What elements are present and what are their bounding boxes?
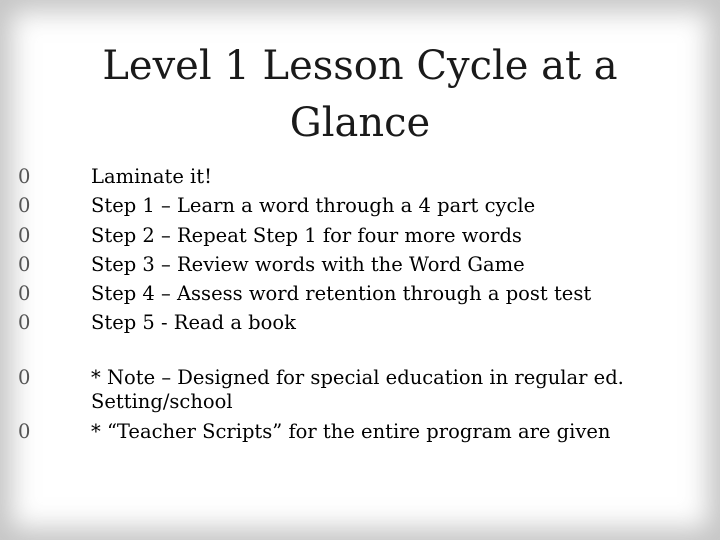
- bullet-text: Step 1 – Learn a word through a 4 part cycle: [91, 194, 536, 218]
- bullet-marker: 0: [18, 366, 31, 389]
- bullet-marker: 0: [18, 311, 31, 335]
- bullet-item: [18, 191, 698, 220]
- bullet-item: [18, 250, 698, 279]
- bullet-text: Step 2 – Repeat Step 1 for four more words: [91, 223, 522, 247]
- bullet-text: Step 3 – Review words with the Word Game: [91, 252, 525, 276]
- bullet-item: [18, 308, 698, 337]
- bullet-marker: 0: [18, 194, 31, 218]
- bullet-item: [18, 221, 698, 250]
- note-item: [18, 420, 698, 444]
- note-text: * Note – Designed for special education in regular ed. Setting/school: [91, 366, 624, 413]
- note-item: [18, 366, 698, 414]
- bullet-marker: 0: [18, 165, 31, 188]
- bullet-marker: 0: [18, 223, 31, 247]
- bullet-marker: 0: [18, 252, 31, 276]
- bullet-marker: 0: [18, 282, 31, 306]
- notes-list: [18, 366, 698, 450]
- bullet-item: [18, 162, 698, 191]
- note-text: * “Teacher Scripts” for the entire program are given: [91, 420, 611, 443]
- bullet-text: Step 4 – Assess word retention through a post test: [91, 282, 592, 306]
- bullet-list: [18, 162, 698, 338]
- bullet-item: [18, 279, 698, 308]
- slide-title: Level 1 Lesson Cycle at a Glance: [102, 43, 618, 146]
- bullet-text: Laminate it!: [91, 165, 212, 188]
- bullet-marker: 0: [18, 420, 31, 443]
- bullet-text: Step 5 - Read a book: [91, 311, 296, 335]
